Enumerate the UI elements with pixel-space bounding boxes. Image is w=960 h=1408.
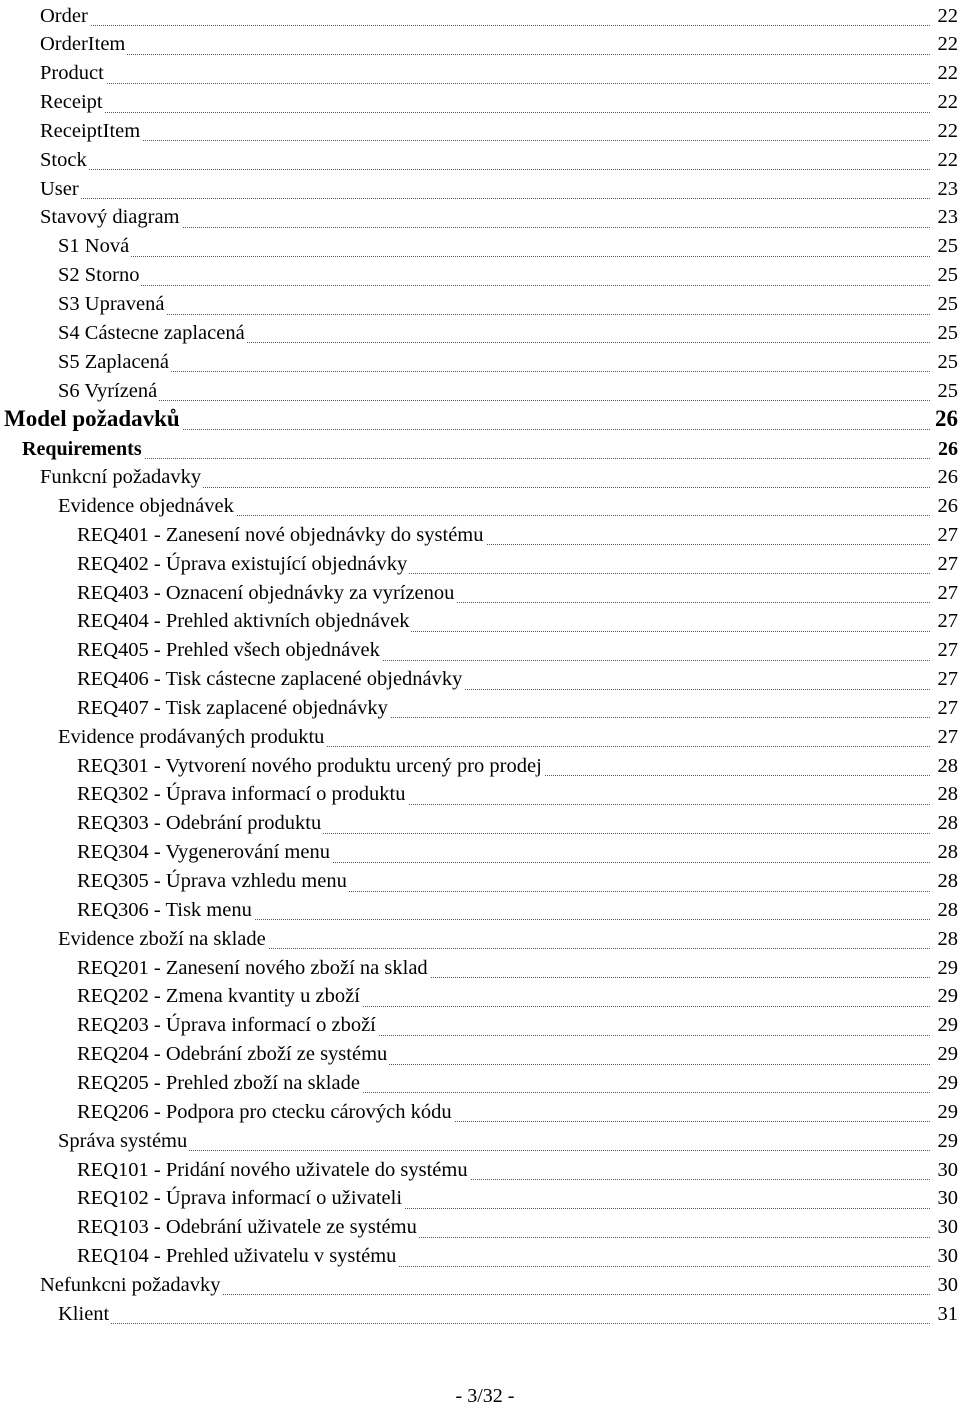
toc-entry-title: REQ203 - Úprava informací o zboží xyxy=(77,1014,376,1037)
toc-entry[interactable] xyxy=(0,866,960,895)
toc-page-number: 29 xyxy=(937,1100,958,1123)
toc-entry-title: User xyxy=(40,177,79,200)
toc-entry[interactable] xyxy=(0,894,960,923)
toc-entry[interactable] xyxy=(0,115,960,144)
toc-entry-title: REQ305 - Úprava vzhledu menu xyxy=(77,870,347,892)
toc-entry-title: Model požadavků xyxy=(4,405,180,431)
toc-entry-title: Stavový diagram xyxy=(40,206,180,229)
toc-entry[interactable] xyxy=(0,721,960,750)
toc-page-number: 28 xyxy=(937,812,958,835)
toc-entry[interactable] xyxy=(0,260,960,289)
toc-entry-title: Receipt xyxy=(40,91,103,114)
toc-entry-title: Product xyxy=(40,62,104,85)
toc-entry-title: S3 Upravená xyxy=(58,293,165,315)
toc-entry[interactable] xyxy=(0,519,960,548)
toc-dot-leader xyxy=(40,140,930,141)
toc-entry[interactable] xyxy=(0,750,960,779)
toc-page-number: 22 xyxy=(937,148,958,171)
toc-page-number: 26 xyxy=(935,405,958,431)
toc-entry[interactable] xyxy=(0,1269,960,1298)
toc-dot-leader xyxy=(40,54,930,55)
toc-entry-title: REQ404 - Prehled aktivních objednávek xyxy=(77,610,410,633)
toc-entry-title: REQ201 - Zanesení nového zboží na sklad xyxy=(77,956,428,979)
toc-entry-title: REQ302 - Úprava informací o produktu xyxy=(77,783,406,806)
toc-entry[interactable] xyxy=(0,433,960,462)
toc-entry[interactable] xyxy=(0,87,960,116)
toc-entry-title: Evidence prodávaných produktu xyxy=(58,725,325,748)
toc-page-number: 23 xyxy=(937,177,958,200)
toc-page-number: 28 xyxy=(937,841,958,864)
toc-dot-leader xyxy=(40,112,930,113)
toc-entry[interactable] xyxy=(0,289,960,318)
toc-entry[interactable] xyxy=(0,490,960,519)
toc-page-number: 29 xyxy=(937,1043,958,1066)
toc-dot-leader xyxy=(58,400,930,401)
toc-page-number: 28 xyxy=(937,927,958,950)
toc-entry-title: REQ204 - Odebrání zboží ze systému xyxy=(77,1043,388,1066)
toc-page-number: 29 xyxy=(937,985,958,1008)
toc-entry[interactable] xyxy=(0,1125,960,1154)
toc-entry[interactable] xyxy=(0,346,960,375)
toc-entry-title: Requirements xyxy=(22,437,142,460)
toc-entry[interactable] xyxy=(0,317,960,346)
toc-page-number: 25 xyxy=(937,350,958,373)
toc-page-number: 26 xyxy=(938,437,958,460)
toc-entry[interactable] xyxy=(0,779,960,808)
toc-page-number: 27 xyxy=(937,610,958,633)
toc-page-number: 29 xyxy=(937,1129,958,1152)
toc-entry-title: S2 Storno xyxy=(58,264,140,287)
toc-entry[interactable] xyxy=(0,144,960,173)
toc-entry[interactable] xyxy=(0,1212,960,1241)
toc-entry[interactable] xyxy=(0,231,960,260)
toc-page-number: 25 xyxy=(937,264,958,287)
toc-entry[interactable] xyxy=(0,981,960,1010)
toc-entry[interactable] xyxy=(0,202,960,231)
toc-dot-leader xyxy=(40,25,930,26)
toc-page-number: 27 xyxy=(937,552,958,575)
toc-page-number: 30 xyxy=(937,1216,958,1239)
toc-entry-title: Správa systému xyxy=(58,1129,188,1152)
toc-entry[interactable] xyxy=(0,404,960,433)
toc-entry-title: Klient xyxy=(58,1302,110,1325)
toc-dot-leader xyxy=(58,371,930,372)
toc-page-number: 29 xyxy=(937,1014,958,1037)
toc-entry[interactable] xyxy=(0,29,960,58)
toc-entry-title: REQ205 - Prehled zboží na sklade xyxy=(77,1071,360,1094)
toc-entry[interactable] xyxy=(0,606,960,635)
toc-dot-leader xyxy=(22,458,930,459)
toc-dot-leader xyxy=(40,198,930,199)
toc-entry-title: REQ301 - Vytvorení nového produktu urcený pro prodej xyxy=(77,754,542,777)
toc-entry[interactable] xyxy=(0,375,960,404)
toc-entry-title: Evidence objednávek xyxy=(58,494,234,517)
toc-page-number: 29 xyxy=(937,1071,958,1094)
toc-entry[interactable] xyxy=(0,923,960,952)
toc-entry-title: REQ102 - Úprava informací o uživateli xyxy=(77,1187,403,1210)
toc-page-number: 27 xyxy=(937,523,958,546)
toc-page-number: 25 xyxy=(937,293,958,315)
toc-page-number: 22 xyxy=(937,119,958,142)
toc-entry-title: Evidence zboží na sklade xyxy=(58,927,266,950)
toc-page-number: 22 xyxy=(937,91,958,114)
toc-entry-title: S5 Zaplacená xyxy=(58,350,169,373)
toc-entry-title: S4 Cástecne zaplacená xyxy=(58,321,245,344)
toc-page-number: 25 xyxy=(937,379,958,402)
toc-entry-title: ReceiptItem xyxy=(40,119,141,142)
toc-entry[interactable] xyxy=(0,664,960,693)
toc-entry-title: REQ206 - Podpora pro ctecku cárových kódu xyxy=(77,1100,452,1123)
toc-entry-title: S1 Nová xyxy=(58,235,130,258)
toc-entry-title: REQ406 - Tisk cástecne zaplacené objednávky xyxy=(77,668,463,691)
toc-page-number: 27 xyxy=(937,668,958,691)
toc-page-number: 26 xyxy=(937,466,958,489)
toc-page-number: 27 xyxy=(937,696,958,719)
toc-entry[interactable] xyxy=(0,0,960,29)
toc-entry-title: REQ401 - Zanesení nové objednávky do systému xyxy=(77,523,484,546)
toc-entry-title: REQ101 - Pridání nového uživatele do systému xyxy=(77,1158,468,1181)
toc-entry-title: REQ303 - Odebrání produktu xyxy=(77,812,322,835)
toc-page-number: 28 xyxy=(937,783,958,806)
toc-entry[interactable] xyxy=(0,1183,960,1212)
toc-entry[interactable] xyxy=(0,1039,960,1068)
toc-page-number: 23 xyxy=(937,206,958,229)
toc-entry-title: REQ403 - Oznacení objednávky za vyrízenou xyxy=(77,581,455,604)
toc-entry[interactable] xyxy=(0,548,960,577)
toc-entry-title: OrderItem xyxy=(40,33,126,56)
toc-entry-title: REQ202 - Zmena kvantity u zboží xyxy=(77,985,360,1008)
toc-page-number: 27 xyxy=(937,725,958,748)
toc-page-number: 30 xyxy=(937,1187,958,1210)
toc-page-number: 25 xyxy=(937,321,958,344)
toc-entry[interactable] xyxy=(0,808,960,837)
toc-entry[interactable] xyxy=(0,1096,960,1125)
toc-page-number: 22 xyxy=(937,4,958,27)
toc-entry[interactable] xyxy=(0,462,960,491)
toc-entry[interactable] xyxy=(0,1010,960,1039)
toc-dot-leader xyxy=(58,1323,930,1324)
toc-entry-title: Funkcní požadavky xyxy=(40,466,202,489)
toc-entry-title: Nefunkcni požadavky xyxy=(40,1273,221,1296)
toc-page-number: 26 xyxy=(937,494,958,517)
toc-page-number: 29 xyxy=(937,956,958,979)
toc-page-number: 31 xyxy=(937,1302,958,1325)
toc-page-number: 30 xyxy=(937,1158,958,1181)
toc-entry[interactable] xyxy=(0,577,960,606)
toc-dot-leader xyxy=(40,83,930,84)
toc-entry-title: Order xyxy=(40,4,88,27)
toc-entry-title: Stock xyxy=(40,148,87,171)
toc-entry-title: REQ402 - Úprava existující objednávky xyxy=(77,552,408,575)
toc-entry-title: REQ103 - Odebrání uživatele ze systému xyxy=(77,1216,417,1239)
toc-page-number: 28 xyxy=(937,870,958,892)
toc-entry[interactable] xyxy=(0,635,960,664)
toc-dot-leader xyxy=(58,285,930,286)
toc-entry-title: REQ407 - Tisk zaplacené objednávky xyxy=(77,696,388,719)
page-number-footer: - 3/32 - xyxy=(455,1385,515,1407)
toc-entry[interactable] xyxy=(0,837,960,866)
toc-entry[interactable] xyxy=(0,173,960,202)
toc-page-number: 27 xyxy=(937,639,958,662)
toc-entry[interactable] xyxy=(0,952,960,981)
toc-entry[interactable] xyxy=(0,58,960,87)
toc-entry-title: REQ405 - Prehled všech objednávek xyxy=(77,639,380,662)
toc-dot-leader xyxy=(58,314,930,315)
toc-entry-title: S6 Vyrízená xyxy=(58,379,158,402)
toc-page-number: 22 xyxy=(937,33,958,56)
toc-page-number: 25 xyxy=(937,235,958,258)
toc-entry[interactable] xyxy=(0,1067,960,1096)
toc-page-number: 28 xyxy=(937,754,958,777)
toc-dot-leader xyxy=(40,169,930,170)
toc-entry[interactable] xyxy=(0,1154,960,1183)
toc-page-number: 22 xyxy=(937,62,958,85)
toc-entry-title: REQ304 - Vygenerování menu xyxy=(77,841,330,864)
toc-entry-title: REQ306 - Tisk menu xyxy=(77,898,252,921)
toc-entry[interactable] xyxy=(0,692,960,721)
toc-page-number: 28 xyxy=(937,898,958,921)
toc-page-number: 27 xyxy=(937,581,958,604)
toc-page-number: 30 xyxy=(937,1245,958,1268)
toc-page-number: 30 xyxy=(937,1273,958,1296)
toc-entry-title: REQ104 - Prehled uživatelu v systému xyxy=(77,1245,397,1268)
toc-dot-leader xyxy=(58,256,930,257)
toc-entry[interactable] xyxy=(0,1298,960,1327)
toc-entry[interactable] xyxy=(0,1241,960,1270)
